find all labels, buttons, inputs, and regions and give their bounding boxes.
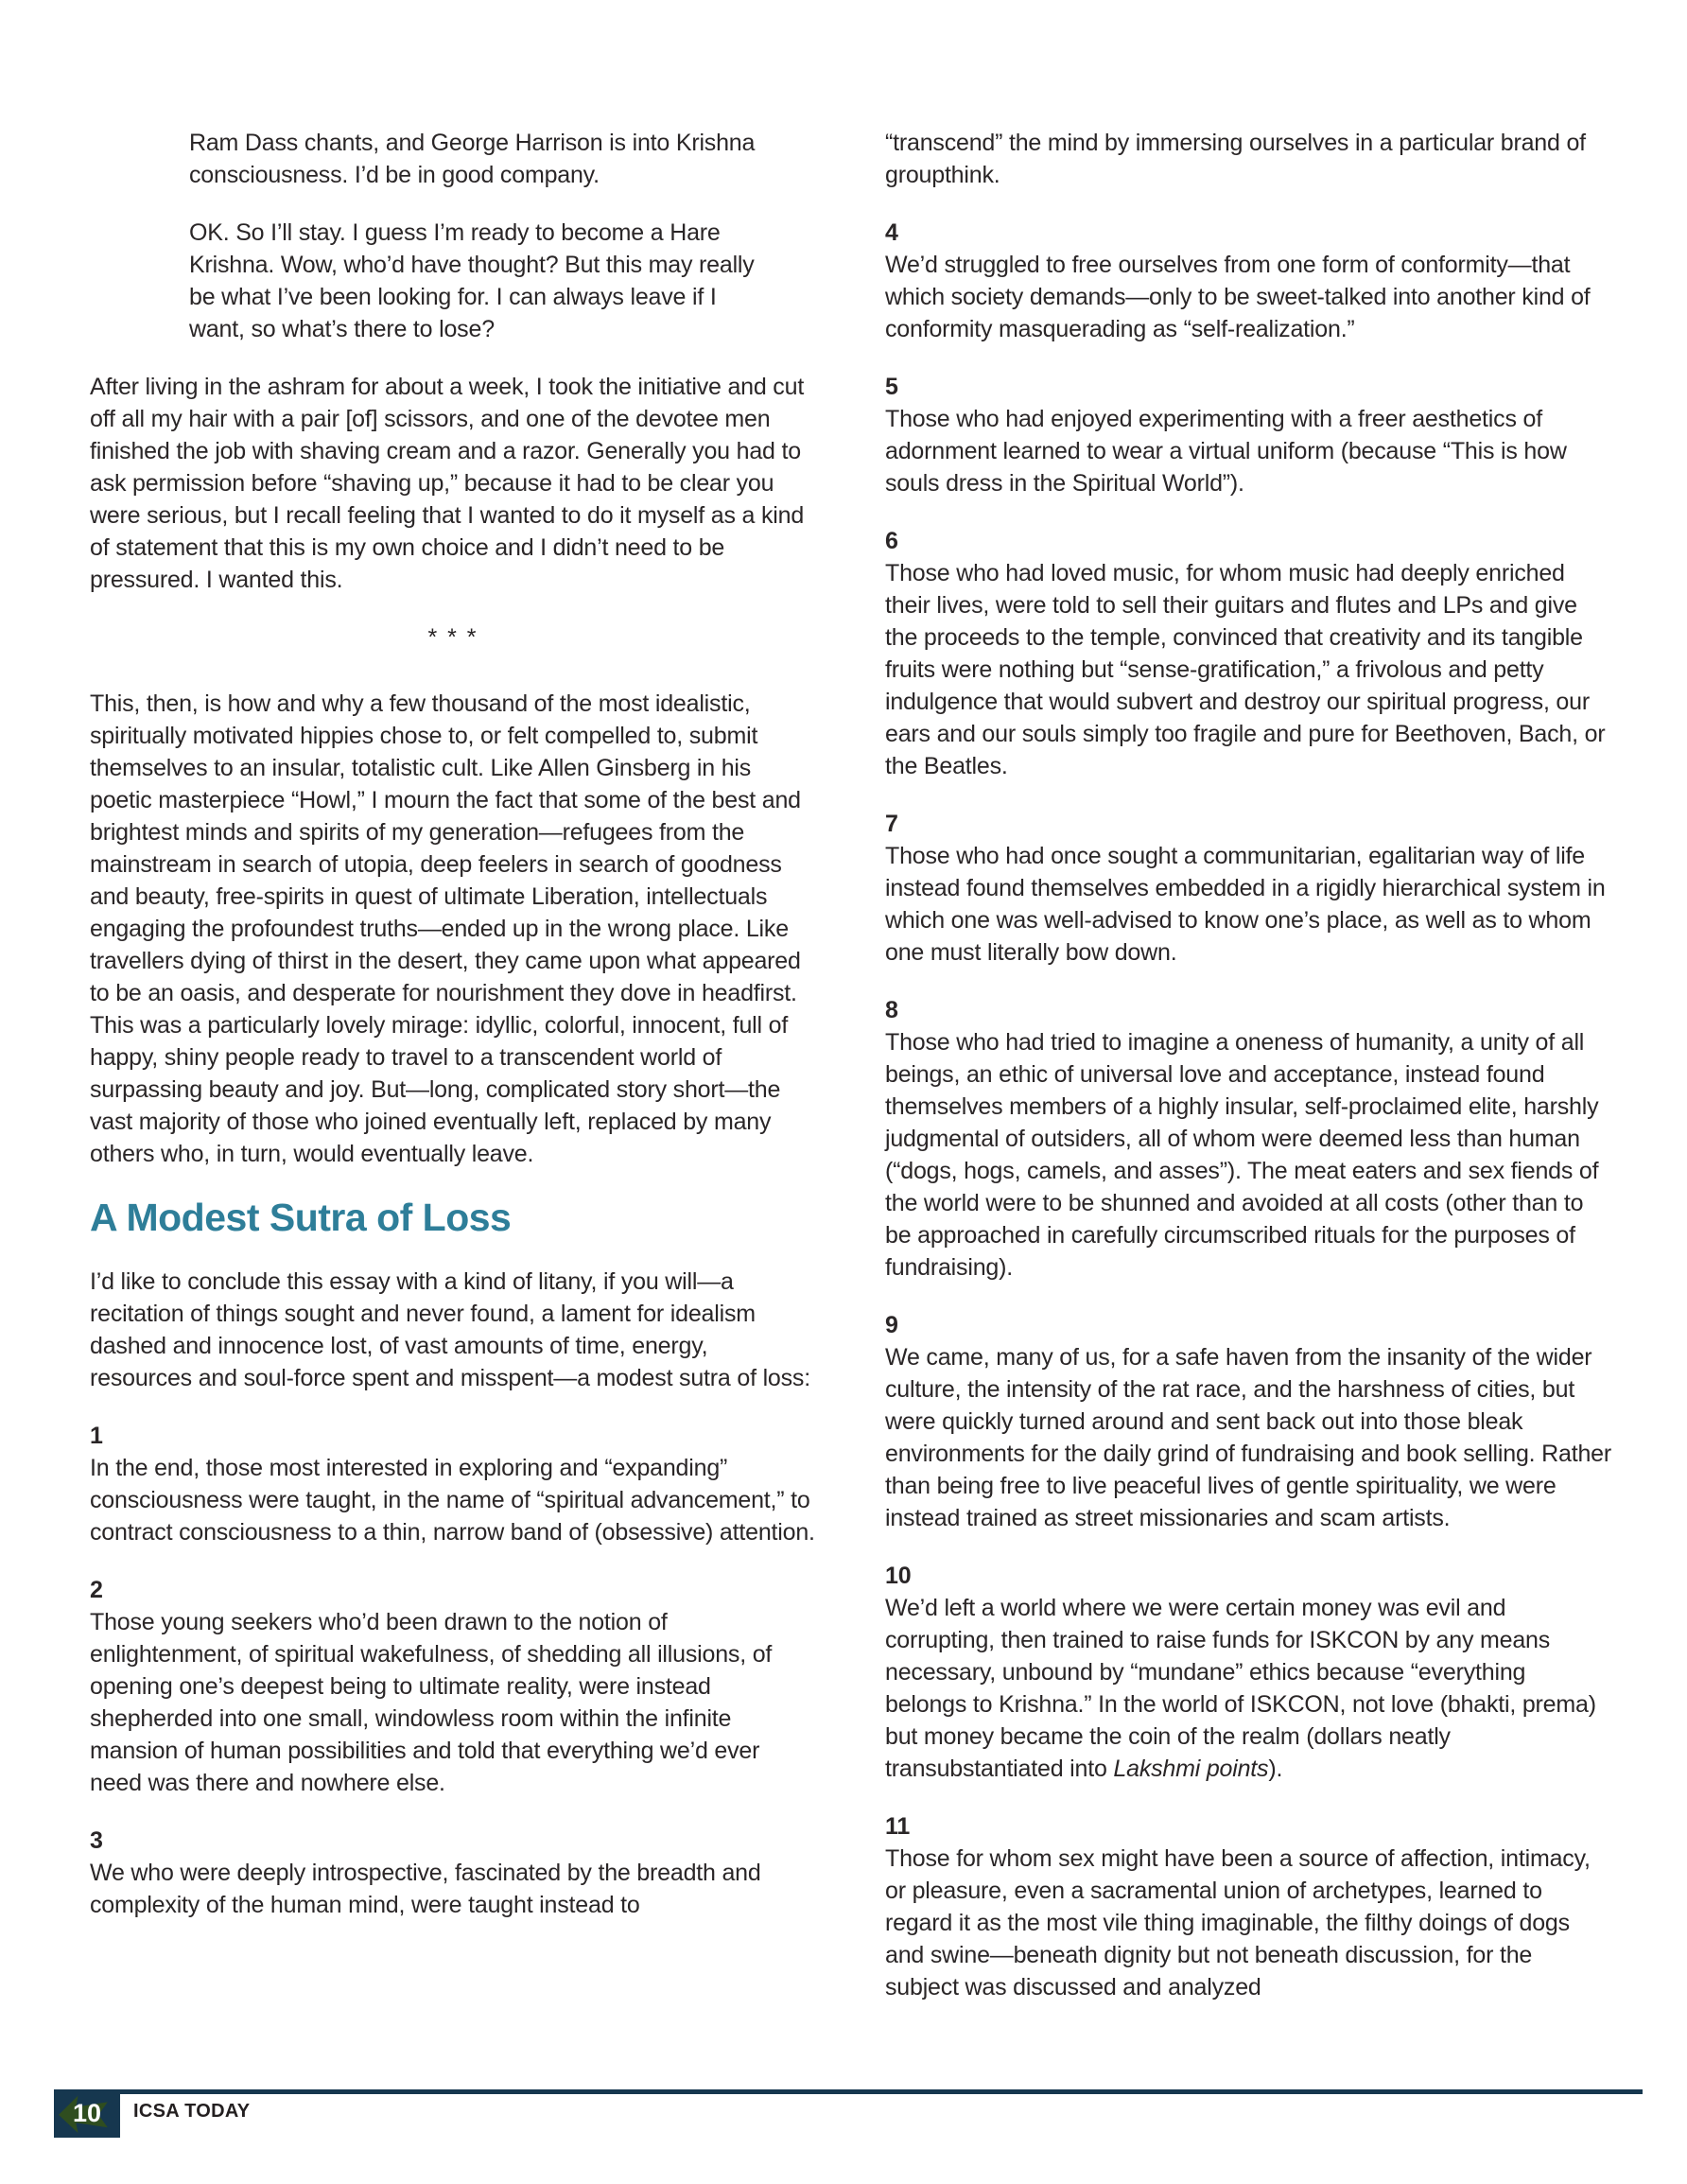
item-number: 7 [885,811,898,837]
plain-text: We’d struggled to free ourselves from one form of conformity—that which society demands—only to be sweet-talked into another kind of conformity masquerading as “self-realization.” [885,252,1591,342]
item-number: 3 [90,1827,103,1854]
journal-title: ICSA TODAY [133,2101,251,2122]
plain-text: In the end, those most interested in exploring and “expanding” consciousness were taught, in the name of “spiritual advancement,” to contract consciousness to a thin, narrow band of (obsessive) attention. [90,1455,815,1546]
item-number: 8 [885,997,898,1023]
item-number: 2 [90,1577,103,1603]
item-number: 9 [885,1312,898,1338]
item-text [885,249,1611,345]
body-paragraph: I’d like to conclude this essay with a kind of litany, if you will—a recitation of things sought and never found, a lament for idealism dashed and innocence lost, of vast amounts of time, energy, resources and soul-force spent and misspent—a modest sutra of loss: [90,1268,810,1391]
asterisk-separator: * * * [427,624,478,651]
right-column [885,127,1611,2029]
list-item [90,1574,816,1799]
list-item [885,1560,1611,1785]
list-item [885,808,1611,969]
page-number-box [54,2089,120,2138]
section-heading: A Modest Sutra of Loss [90,1196,512,1239]
plain-text: Those young seekers who’d been drawn to the notion of enlightenment, of spiritual wakefulness, of shedding all illusions, of opening one’s deepest being to ultimate reality, were instead shepherded into one small, windowless room within the infinite mansion of human possibilities and told that everything we’d ever need was there and nowhere else. [90,1609,773,1796]
item-text [885,557,1611,782]
item-text [90,1857,816,1921]
quote-paragraph: OK. So I’ll stay. I guess I’m ready to become a Hare Krishna. Wow, who’d have thought? But this may really be what I’ve been looking for. I can always leave if I want, so what’s there to lose? [189,219,755,342]
body-paragraph: After living in the ashram for about a week, I took the initiative and cut off all my hair with a pair [of] scissors, and one of the devotee men finished the job with shaving cream and a razor. Generally you had to ask permission before “shaving up,” because it had to be clear you were serious, but I recall feeling that I wanted to do it myself as a kind of statement that this is my own choice and I didn’t need to be pressured. I wanted this. [90,374,805,593]
plain-text: Those who had once sought a communitarian, egalitarian way of life instead found themselves embedded in a rigidly hierarchical system in which one was well-advised to know one’s place, as well as to whom one must literally bow down. [885,843,1606,966]
plain-text: Those who had enjoyed experimenting with a freer aesthetics of adornment learned to wear a virtual uniform (because “This is how souls dress in the Spiritual World”). [885,406,1567,497]
list-item [885,1810,1611,2003]
plain-text: We’d left a world where we were certain money was evil and corrupting, then trained to raise funds for ISKCON by any means necessary, unbound by “mundane” ethics because “everything belongs to Krishna.” In the world of ISKCON, not love (bhakti, prema) but money became the coin of the realm (dollars neatly transubstantiated into [885,1595,1596,1782]
italic-text: Lakshmi points [1113,1756,1269,1782]
plain-text: Those for whom sex might have been a source of affection, intimacy, or pleasure, even a sacramental union of archetypes, learned to regard it as the most vile thing imaginable, the filthy doings of dogs and swine—beneath dignity but not beneath discussion, for the subject was discussed and analyzed [885,1845,1591,2001]
item-text [885,403,1611,499]
item-text [885,1026,1611,1284]
numbered-list-left [90,1420,816,1921]
plain-text: We who were deeply introspective, fascinated by the breadth and complexity of the human mind, were taught instead to [90,1860,761,1918]
item-number: 11 [885,1813,911,1840]
plain-text: We came, many of us, for a safe haven from the insanity of the wider culture, the intensity of the rat race, and the harshness of cities, but were quickly turned around and sent back out into those bleak environments for the daily grind of fundraising and book selling. Rather than being free to live peaceful lives of gentle spirituality, we were instead trained as street missionaries and scam artists. [885,1344,1611,1531]
list-item [885,1309,1611,1534]
body-paragraph-continuation: “transcend” the mind by immersing ourselves in a particular brand of groupthink. [885,130,1586,188]
list-item [90,1420,816,1548]
list-item [90,1825,816,1921]
plain-text: ). [1268,1756,1283,1782]
item-text [885,1592,1611,1785]
item-text [885,840,1611,969]
block-quote [189,127,774,345]
footer-rule [54,2089,1643,2094]
item-number: 10 [885,1563,912,1589]
plain-text: Those who had tried to imagine a oneness of humanity, a unity of all beings, an ethic of universal love and acceptance, instead found themselves members of a highly insular, self-proclaimed elite, harshly judgmental of outsiders, all of whom were deemed less than human (“dogs, hogs, camels, and asses”). The meat eaters and sex fiends of the world were to be shunned and avoided at all costs (other than to be approached in carefully circumscribed rituals for the purposes of fundraising). [885,1029,1599,1281]
page-number: 10 [72,2099,102,2127]
list-item [885,217,1611,345]
item-text [885,1843,1611,2003]
numbered-list-right [885,217,1611,2003]
left-column [90,127,816,1947]
quote-paragraph: Ram Dass chants, and George Harrison is into Krishna consciousness. I’d be in good company. [189,130,756,188]
item-number: 6 [885,528,898,554]
item-number: 4 [885,219,898,246]
plain-text: Those who had loved music, for whom music had deeply enriched their lives, were told to sell their guitars and flutes and LPs and give the proceeds to the temple, convinced that creativity and its tangible fruits were nothing but “sense-gratification,” a frivolous and petty indulgence that would subvert and destroy our spiritual progress, our ears and our souls simply too fragile and pure for Beethoven, Bach, or the Beatles. [885,560,1606,779]
item-text [90,1606,816,1799]
item-text [885,1341,1611,1534]
body-paragraph: This, then, is how and why a few thousand of the most idealistic, spiritually motivated hippies chose to, or felt compelled to, submit themselves to an insular, totalistic cult. Like Allen Ginsberg in his poetic masterpiece “Howl,” I mourn the fact that some of the best and brightest minds and spirits of my generation—refugees from the mainstream in search of utopia, deep feelers in search of goodness and beauty, free-spirits in quest of ultimate Liberation, intellectuals engaging the profoundest truths—ended up in the wrong place. Like travellers dying of thirst in the desert, they came upon what appeared to be an oasis, and desperate for nourishment they dove in headfirst. This was a particularly lovely mirage: idyllic, colorful, innocent, full of happy, shiny people ready to travel to a transcendent world of surpassing beauty and joy. But—long, complicated story short—the vast majority of those who joined eventually left, replaced by many others who, in turn, would eventually leave. [90,690,801,1167]
item-number: 1 [90,1423,103,1449]
item-number: 5 [885,374,898,400]
list-item [885,525,1611,782]
item-text [90,1452,816,1548]
list-item [885,371,1611,499]
list-item [885,994,1611,1284]
